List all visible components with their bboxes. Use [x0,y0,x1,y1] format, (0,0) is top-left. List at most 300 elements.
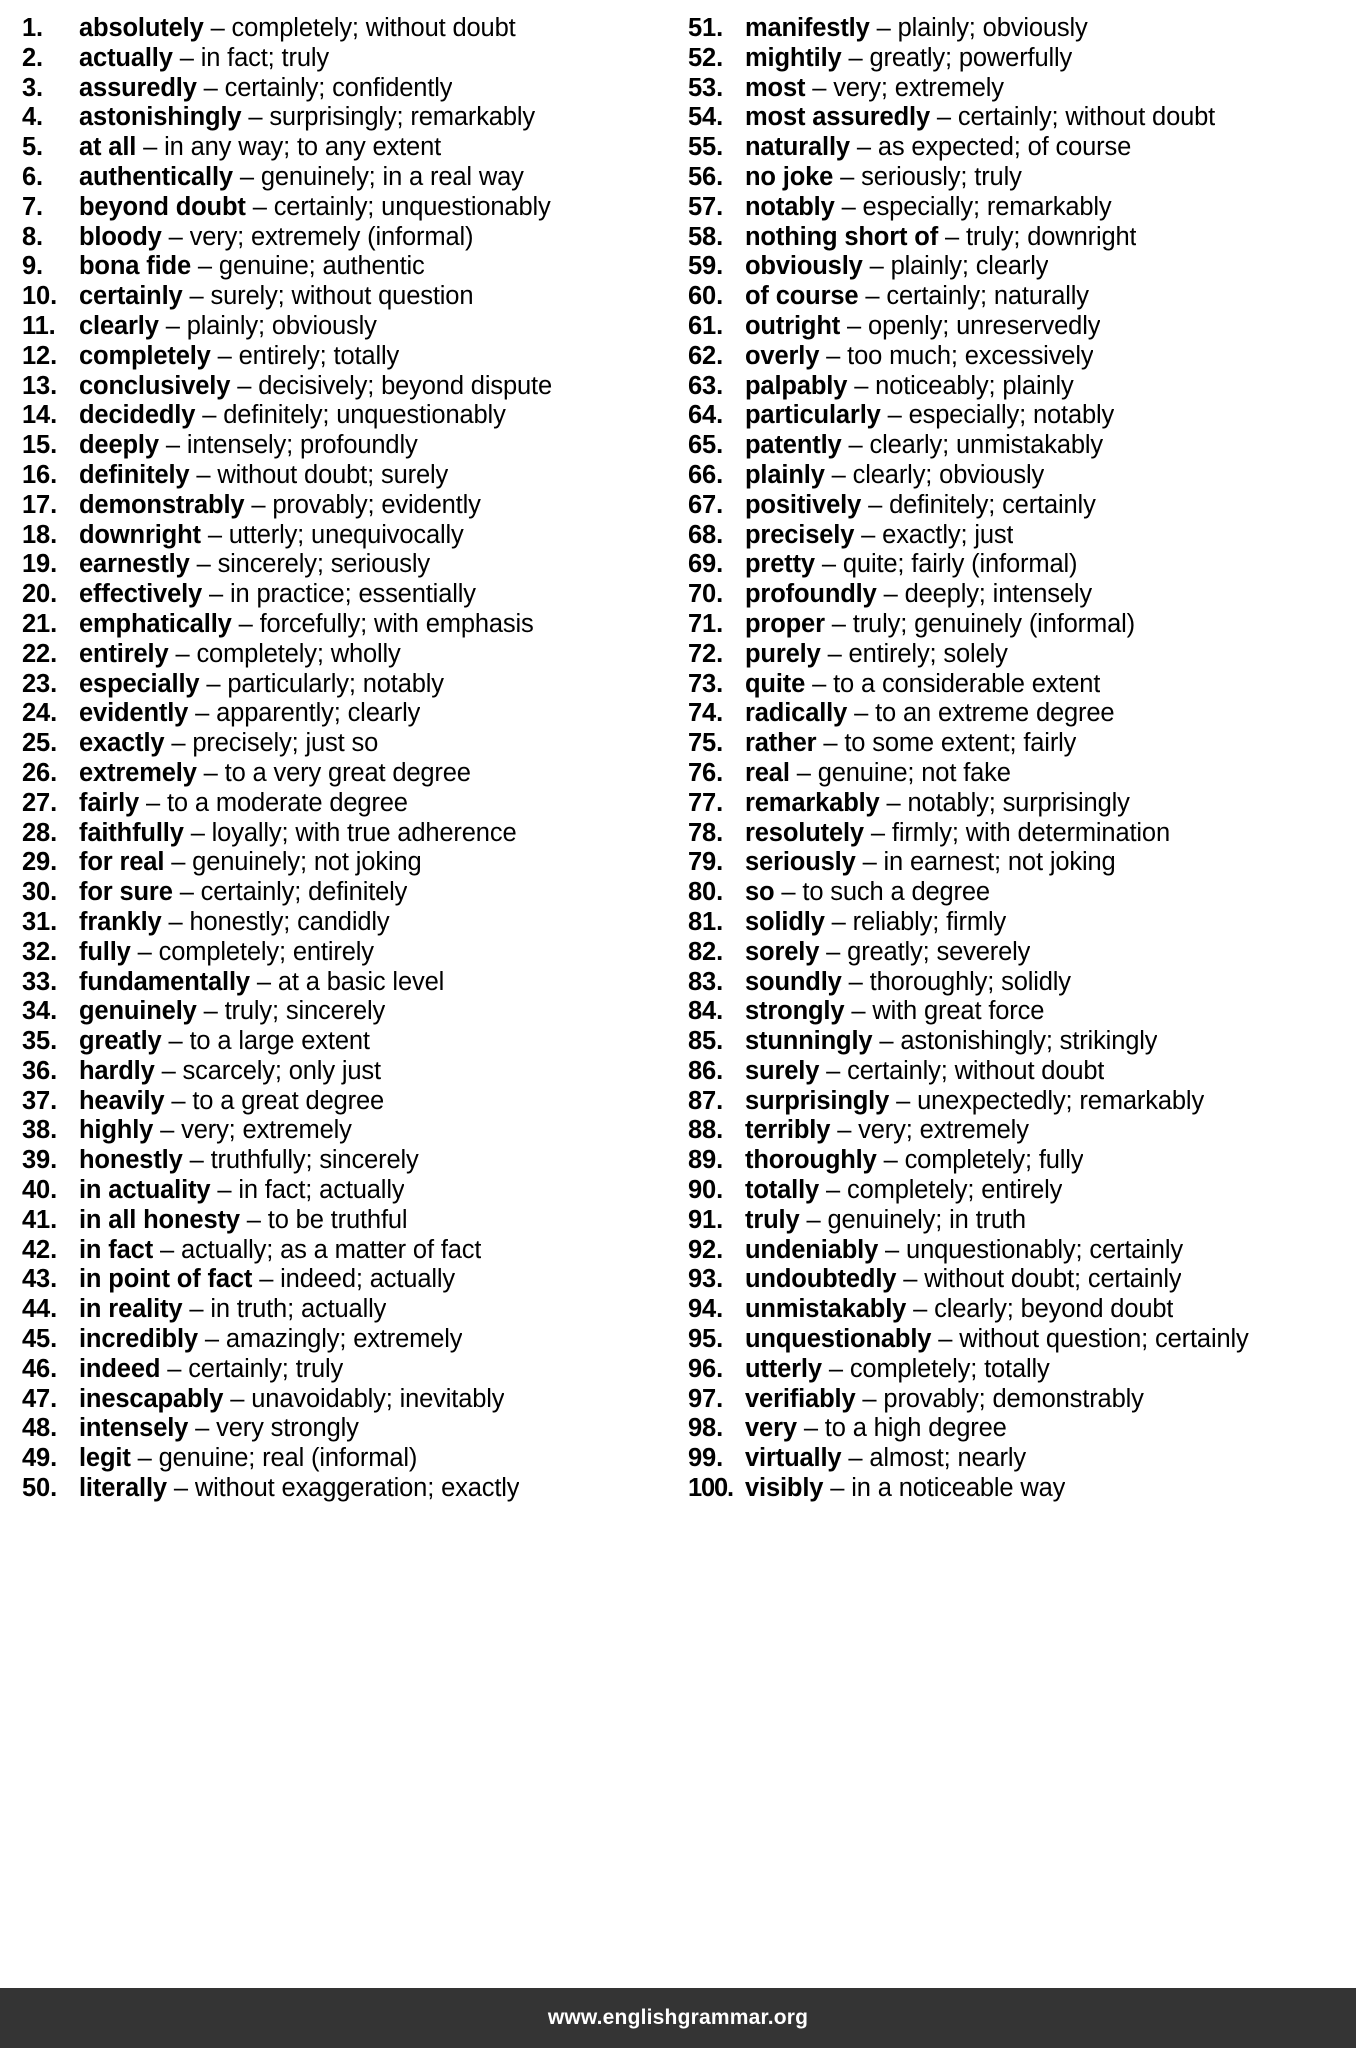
item-separator: – [827,639,842,668]
list-item [22,401,672,431]
item-definition: to such a degree [802,878,990,907]
list-item [22,997,672,1027]
item-separator: – [823,729,838,758]
item-term: entirely [79,639,169,668]
item-term: assuredly [79,73,197,102]
item-separator: – [165,431,180,460]
item-separator: – [168,907,183,936]
item-definition: certainly; confidently [224,73,453,102]
item-term: remarkably [745,788,880,817]
item-term: legit [79,1444,131,1473]
space [840,342,847,372]
item-definition: very; extremely [858,1116,1029,1145]
space [230,372,237,402]
item-definition: truthfully; sincerely [210,1146,419,1175]
item-separator: – [171,848,186,877]
item-term: resolutely [745,818,864,847]
space [233,163,240,193]
list-item [22,1414,672,1444]
item-separator: – [848,431,863,460]
item-definition: scarcely; only just [182,1056,381,1085]
space [262,103,269,133]
list-item [22,1057,672,1087]
space [819,1176,826,1206]
list-item [22,759,672,789]
item-term: radically [745,699,848,728]
item-term: downright [79,520,201,549]
item-separator: – [179,43,194,72]
item-number: 40. [22,1176,57,1205]
item-definition: loyally; with true adherence [211,818,517,847]
space [194,878,201,908]
item-term: outright [745,311,841,340]
item-definition: very; extremely [181,1116,352,1145]
space [153,1116,160,1146]
item-number: 67. [688,490,723,519]
item-number: 42. [22,1235,57,1264]
item-number: 51. [688,14,723,42]
space [183,908,190,938]
space [173,878,180,908]
item-separator: – [195,1414,210,1443]
space [189,461,196,491]
item-number: 84. [688,997,723,1026]
space [157,133,164,163]
list-item [22,729,672,759]
item-definition: sincerely; seriously [217,550,430,579]
item-term: palpably [745,371,848,400]
list-item [22,133,672,163]
space [160,1355,167,1385]
space [840,1057,847,1087]
space [195,401,202,431]
item-separator: – [848,43,863,72]
item-definition: honestly; candidly [189,907,390,936]
item-number: 65. [688,431,723,460]
item-term: mightily [745,43,842,72]
space [209,1414,216,1444]
list-item [22,1087,672,1117]
list-item [688,312,1350,342]
space [273,1265,280,1295]
item-term: absolutely [79,14,204,42]
item-separator: – [161,1056,176,1085]
space [841,1444,848,1474]
item-separator: – [840,162,855,191]
item-term: purely [745,639,821,668]
space [877,1146,884,1176]
space [797,1414,804,1444]
item-number: 18. [22,520,57,549]
item-term: strongly [745,997,845,1026]
space [223,580,230,610]
list-item [22,1295,672,1325]
space [836,550,843,580]
space [906,1295,913,1325]
item-separator: – [848,1444,863,1473]
list-item [22,670,672,700]
space [843,1355,850,1385]
item-term: so [745,878,775,907]
item-separator: – [806,1205,821,1234]
item-term: for sure [79,878,173,907]
item-definition: too much; excessively [847,341,1094,370]
space [241,103,248,133]
space [855,1385,862,1415]
item-definition: genuine; authentic [218,252,425,281]
list-item [688,342,1350,372]
item-number: 13. [22,371,57,400]
space [183,223,190,253]
item-term: manifestly [745,14,870,42]
item-term: at all [79,133,137,162]
item-separator: – [209,580,224,609]
list-item [22,521,672,551]
item-definition: provably; evidently [272,490,481,519]
item-separator: – [230,1384,245,1413]
space [180,431,187,461]
item-separator: – [868,490,883,519]
item-separator: – [903,1265,918,1294]
item-definition: firmly; with determination [891,818,1170,847]
list-item [22,431,672,461]
item-term: plainly [745,460,825,489]
item-term: in fact [79,1235,154,1264]
item-term: especially [79,669,200,698]
space [246,193,253,223]
space [267,193,274,223]
list-item [22,848,672,878]
item-definition: truly; downright [965,222,1137,251]
item-definition: greatly; severely [847,937,1031,966]
space [253,610,260,640]
list-item [22,580,672,610]
item-separator: – [203,997,218,1026]
item-number: 12. [22,341,57,370]
item-number: 78. [688,818,723,847]
list-item [22,1385,672,1415]
list-item [22,938,672,968]
item-term: decidedly [79,401,196,430]
item-term: surely [745,1056,820,1085]
space [847,699,854,729]
space [173,44,180,74]
list-item [22,789,672,819]
item-definition: notably; surprisingly [907,788,1130,817]
list-item [688,491,1350,521]
space [188,699,195,729]
item-number: 2. [22,43,43,72]
item-term: incredibly [79,1325,198,1354]
item-term: particularly [745,401,881,430]
space [930,103,937,133]
item-number: 26. [22,758,57,787]
space [169,640,176,670]
space [927,1295,934,1325]
space [846,461,853,491]
space [893,1027,900,1057]
item-separator: – [944,222,960,251]
item-definition: very; extremely (informal) [189,222,474,251]
item-number: 76. [688,758,723,787]
item-number: 60. [688,282,723,311]
item-term: profoundly [745,580,877,609]
list-item [22,610,672,640]
list-item [688,282,1350,312]
item-separator: – [238,609,253,638]
list-item [688,223,1350,253]
item-separator: – [936,103,951,132]
item-separator: – [831,460,846,489]
item-definition: exactly; just [882,520,1014,549]
space [880,789,887,819]
item-number: 73. [688,669,723,698]
list-item [688,819,1350,849]
item-separator: – [160,1116,175,1145]
item-number: 74. [688,699,723,728]
space [795,878,802,908]
item-definition: completely; fully [904,1146,1084,1175]
space [131,938,138,968]
list-item [22,1325,672,1355]
item-term: thoroughly [745,1146,877,1175]
list-item [22,1206,672,1236]
item-definition: completely; entirely [846,1176,1063,1205]
item-number: 44. [22,1295,57,1324]
space [931,1325,938,1355]
space [811,759,818,789]
space [885,819,892,849]
list-item [22,103,672,133]
item-number: 92. [688,1235,723,1264]
item-number: 71. [688,609,723,638]
item-separator: – [171,1086,186,1115]
space [155,1057,162,1087]
item-separator: – [831,609,846,638]
item-number: 100. [688,1474,733,1503]
space [204,1146,211,1176]
item-term: soundly [745,967,842,996]
item-number: 88. [688,1116,723,1145]
item-number: 16. [22,460,57,489]
item-term: clearly [79,311,159,340]
item-definition: plainly; obviously [186,311,377,340]
item-definition: surprisingly; remarkably [269,103,535,132]
item-separator: – [196,550,211,579]
space [152,1444,159,1474]
item-number: 39. [22,1146,57,1175]
list-item [688,878,1350,908]
space [876,1385,883,1415]
space [218,74,225,104]
item-term: hardly [79,1056,155,1085]
space [842,431,849,461]
item-definition: decisively; beyond dispute [258,371,552,400]
item-term: solidly [745,907,825,936]
item-term: obviously [745,252,863,281]
item-definition: entirely; totally [238,341,400,370]
space [160,789,167,819]
item-definition: without exaggeration; exactly [194,1474,520,1503]
list-item [22,14,672,44]
item-term: patently [745,431,842,460]
list-item [22,312,672,342]
item-definition: particularly; notably [227,669,444,698]
space [844,1474,851,1504]
item-number: 15. [22,431,57,460]
item-separator: – [796,758,811,787]
item-definition: to a large extent [189,1027,370,1056]
item-term: terribly [745,1116,831,1145]
space [159,312,166,342]
item-definition: especially; remarkably [862,192,1112,221]
item-definition: openly; unreservedly [868,311,1101,340]
list-item [22,1265,672,1295]
space [870,14,877,44]
item-definition: seriously; truly [861,162,1022,191]
item-separator: – [876,14,891,42]
item-separator: – [862,848,877,877]
item-definition: in practice; essentially [230,580,476,609]
item-definition: greatly; powerfully [869,43,1073,72]
item-term: authentically [79,162,233,191]
item-number: 19. [22,550,57,579]
item-separator: – [883,1146,898,1175]
item-separator: – [848,967,863,996]
space [856,848,863,878]
space [197,759,204,789]
space [164,729,171,759]
item-definition: definitely; unquestionably [223,401,506,430]
list-item [22,223,672,253]
item-definition: astonishingly; strikingly [900,1027,1158,1056]
list-item [688,1236,1350,1266]
item-number: 98. [688,1414,723,1443]
item-separator: – [886,788,901,817]
item-definition: to be truthful [267,1205,408,1234]
item-number: 21. [22,609,57,638]
space [232,610,239,640]
space [816,729,823,759]
item-term: honestly [79,1146,183,1175]
list-item [688,997,1350,1027]
item-definition: provably; demonstrably [883,1384,1144,1413]
space [216,401,223,431]
left-column-list [22,14,672,1504]
space [858,282,865,312]
list-item [22,282,672,312]
space [210,461,217,491]
space [194,44,201,74]
space [819,938,826,968]
list-item [688,1414,1350,1444]
item-number: 50. [22,1474,57,1503]
item-number: 23. [22,669,57,698]
item-term: surprisingly [745,1086,890,1115]
item-separator: – [189,1146,204,1175]
item-term: extremely [79,758,197,787]
item-number: 61. [688,311,723,340]
space [800,1206,807,1236]
item-term: beyond doubt [79,192,246,221]
item-definition: to a considerable extent [833,669,1101,698]
item-definition: very; extremely [833,73,1004,102]
item-separator: – [167,1354,182,1383]
space [136,133,143,163]
space [225,14,232,44]
list-item [688,759,1350,789]
list-item [688,431,1350,461]
list-item [688,848,1350,878]
list-item [688,789,1350,819]
item-separator: – [913,1295,928,1324]
item-number: 22. [22,639,57,668]
space [822,1355,829,1385]
item-term: heavily [79,1086,165,1115]
item-separator: – [197,252,212,281]
space [819,342,826,372]
item-separator: – [841,192,856,221]
item-term: inescapably [79,1384,224,1413]
item-term: seriously [745,848,856,877]
space [863,968,870,998]
item-number: 85. [688,1027,723,1056]
space [181,1355,188,1385]
list-item [688,938,1350,968]
space [162,1027,169,1057]
item-separator: – [195,699,210,728]
space [201,521,208,551]
item-number: 29. [22,848,57,877]
space [837,729,844,759]
item-term: nothing short of [745,222,939,251]
item-term: indeed [79,1354,161,1383]
item-definition: thoroughly; solidly [869,967,1071,996]
space [868,372,875,402]
list-item [688,1385,1350,1415]
item-definition: to a great degree [192,1086,385,1115]
item-separator: – [885,1235,900,1264]
item-number: 32. [22,937,57,966]
space [840,1176,847,1206]
item-number: 35. [22,1027,57,1056]
item-number: 52. [688,43,723,72]
item-separator: – [207,520,222,549]
item-number: 4. [22,103,43,132]
space [180,312,187,342]
item-number: 57. [688,192,723,221]
right-column [678,14,1356,1504]
right-column-list [688,14,1350,1504]
item-separator: – [821,550,836,579]
item-term: certainly [79,282,183,311]
space [881,401,888,431]
item-term: bloody [79,222,162,251]
item-separator: – [259,1265,274,1294]
list-item [688,1295,1350,1325]
item-definition: to a moderate degree [166,788,408,817]
item-separator: – [830,1474,845,1503]
space [910,1087,917,1117]
space [842,968,849,998]
item-definition: certainly; truly [188,1354,344,1383]
space [223,1385,230,1415]
item-definition: without doubt; surely [217,460,449,489]
space [190,550,197,580]
item-definition: certainly; without doubt [957,103,1216,132]
item-term: virtually [745,1444,842,1473]
item-term: overly [745,341,820,370]
